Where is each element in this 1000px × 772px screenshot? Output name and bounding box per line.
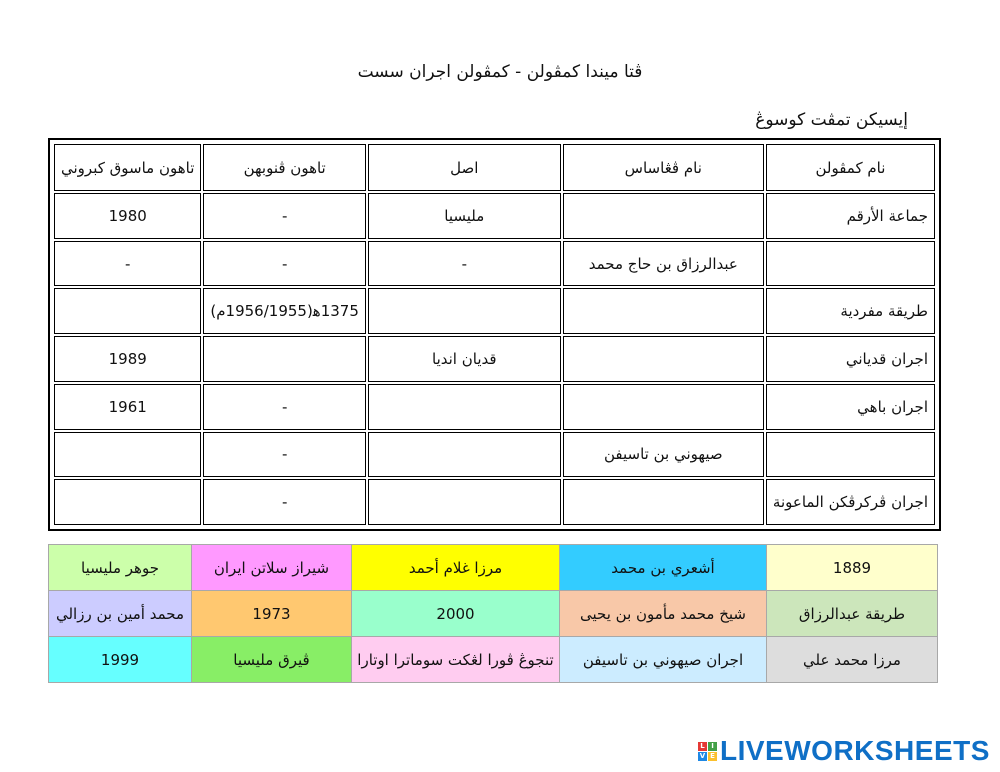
cell-year-entered[interactable]: 1980: [54, 193, 201, 239]
cell-origin[interactable]: -: [368, 241, 561, 287]
main-table: [52, 142, 937, 527]
cell-founder-name[interactable]: صيهوني بن تاسيفن: [563, 432, 764, 478]
cell-founder-name[interactable]: [563, 479, 764, 525]
cell-year-founded[interactable]: -: [203, 193, 366, 239]
cell-year-entered[interactable]: [54, 432, 201, 478]
header-year-founded: تاهون ڤنوبهن: [203, 144, 366, 191]
table-row: [54, 432, 935, 478]
answer-option[interactable]: مرزا محمد علي: [767, 637, 938, 683]
cell-founder-name[interactable]: [563, 384, 764, 430]
cell-group-name[interactable]: اجران باهي: [766, 384, 935, 430]
liveworksheets-logo: [698, 736, 990, 766]
cell-year-entered[interactable]: -: [54, 241, 201, 287]
logo-mark-icon: [698, 742, 717, 761]
table-row: [54, 193, 935, 239]
answer-option[interactable]: تنجوڠ ڤورا لڠكت سوماترا اوتارا: [352, 637, 560, 683]
answer-option[interactable]: جوهر مليسيا: [49, 545, 192, 591]
table-row: [54, 479, 935, 525]
table-header-row: [54, 144, 935, 191]
cell-year-entered[interactable]: 1989: [54, 336, 201, 382]
header-origin: اصل: [368, 144, 561, 191]
answer-option[interactable]: محمد أمين بن رزالي: [49, 591, 192, 637]
cell-group-name[interactable]: اجران قدياني: [766, 336, 935, 382]
answer-row: [49, 545, 938, 591]
header-founder-name: نام ڤڠاساس: [563, 144, 764, 191]
cell-group-name[interactable]: جماعة الأرقم: [766, 193, 935, 239]
cell-year-entered[interactable]: [54, 288, 201, 334]
cell-origin[interactable]: قديان انديا: [368, 336, 561, 382]
logo-wordmark: LIVEWORKSHEETS: [720, 735, 990, 766]
cell-group-name[interactable]: اجران ڤركرڤكن الماعونة: [766, 479, 935, 525]
header-year-entered-brunei: تاهون ماسوق كبروني: [54, 144, 201, 191]
cell-origin[interactable]: مليسيا: [368, 193, 561, 239]
logo-letter: I: [708, 742, 717, 751]
cell-origin[interactable]: [368, 288, 561, 334]
cell-year-founded[interactable]: [203, 336, 366, 382]
cell-group-name[interactable]: [766, 432, 935, 478]
table-row: [54, 384, 935, 430]
answer-row: [49, 591, 938, 637]
cell-year-entered[interactable]: 1961: [54, 384, 201, 430]
cell-year-founded[interactable]: -: [203, 384, 366, 430]
cell-group-name[interactable]: طريقة مفردية: [766, 288, 935, 334]
answer-option[interactable]: 1889: [767, 545, 938, 591]
main-table-frame: [48, 138, 941, 531]
instruction-text: إيسيكن تمڤت كوسوڠ: [755, 110, 908, 130]
table-row: [54, 288, 935, 334]
cell-year-founded[interactable]: 1375ﻫ(1956/1955م): [203, 288, 366, 334]
cell-founder-name[interactable]: [563, 288, 764, 334]
cell-founder-name[interactable]: [563, 193, 764, 239]
answer-bank: [48, 544, 938, 683]
logo-letter: E: [708, 752, 717, 761]
logo-letter: V: [699, 751, 706, 760]
cell-origin[interactable]: [368, 479, 561, 525]
cell-year-entered[interactable]: [54, 479, 201, 525]
cell-year-founded[interactable]: -: [203, 241, 366, 287]
cell-founder-name[interactable]: [563, 336, 764, 382]
cell-year-founded[interactable]: -: [203, 479, 366, 525]
answer-option[interactable]: طريقة عبدالرزاق: [767, 591, 938, 637]
answer-option[interactable]: 1999: [49, 637, 192, 683]
cell-origin[interactable]: [368, 384, 561, 430]
answer-option[interactable]: شيخ محمد مأمون بن يحيى: [560, 591, 767, 637]
answer-row: [49, 637, 938, 683]
table-row: [54, 336, 935, 382]
answer-option[interactable]: اجران صيهوني بن تاسيفن: [560, 637, 767, 683]
answer-option[interactable]: شيراز سلاتن ايران: [192, 545, 352, 591]
answer-option[interactable]: مرزا غلام أحمد: [352, 545, 560, 591]
logo-letter: L: [698, 742, 707, 751]
answer-option[interactable]: أشعري بن محمد: [560, 545, 767, 591]
cell-year-founded[interactable]: -: [203, 432, 366, 478]
header-group-name: نام كمڤولن: [766, 144, 935, 191]
answer-option[interactable]: ڤيرق مليسيا: [192, 637, 352, 683]
answer-option[interactable]: 1973: [192, 591, 352, 637]
answer-option[interactable]: 2000: [352, 591, 560, 637]
worksheet-title: ڤتا ميندا كمڤولن - كمڤولن اجران سست: [357, 62, 643, 82]
cell-group-name[interactable]: [766, 241, 935, 287]
cell-founder-name[interactable]: عبدالرزاق بن حاج محمد: [563, 241, 764, 287]
cell-origin[interactable]: [368, 432, 561, 478]
table-row: [54, 241, 935, 287]
